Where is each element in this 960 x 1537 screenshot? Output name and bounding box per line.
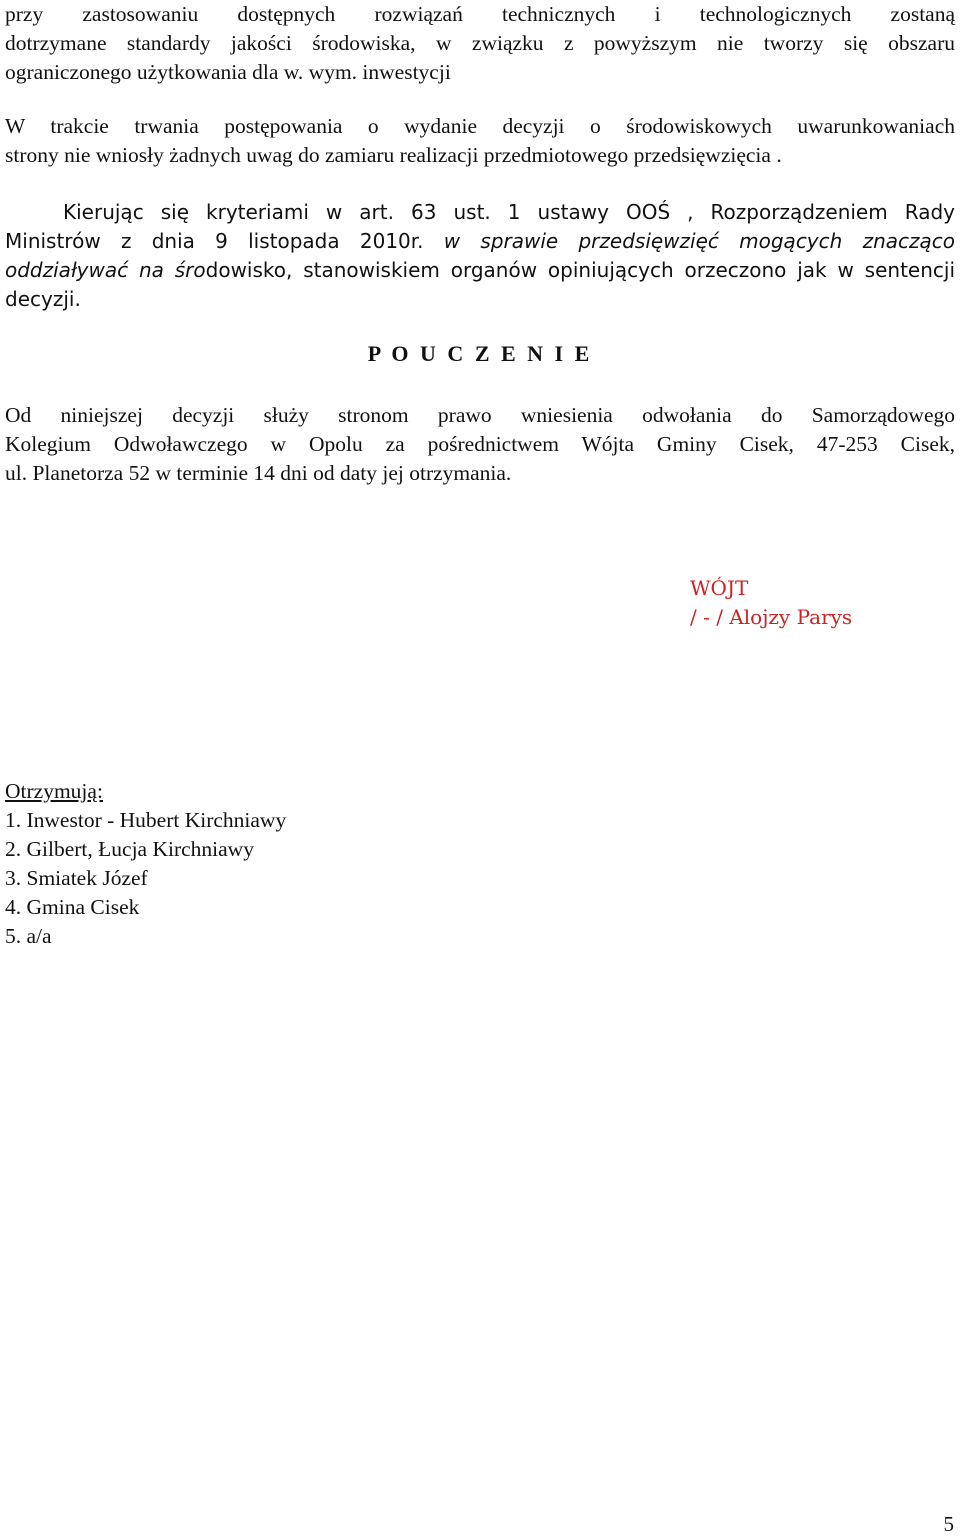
paragraph-line: ograniczonego użytkowania dla w. wym. inwestycji bbox=[5, 60, 451, 84]
paragraph-line: ul. Planetorza 52 w terminie 14 dni od daty jej otrzymania. bbox=[5, 461, 512, 485]
page-number: 5 bbox=[943, 1512, 954, 1536]
regulation-title-italic: oddziaływać na śro bbox=[5, 258, 206, 282]
paragraph-line bbox=[5, 227, 955, 256]
signature-name: / - / Alojzy Parys bbox=[690, 605, 853, 629]
paragraph-environmental-standards bbox=[5, 0, 955, 87]
recipient-item: 3. Smiatek Józef bbox=[5, 866, 148, 890]
recipient-item: 4. Gmina Cisek bbox=[5, 895, 140, 919]
paragraph-line: strony nie wniosły żadnych uwag do zamiaru realizacji przedmiotowego przedsięwzięcia . bbox=[5, 143, 782, 167]
recipients-title: Otrzymują: bbox=[5, 779, 103, 803]
recipient-item: 1. Inwestor - Hubert Kirchniawy bbox=[5, 808, 287, 832]
paragraph-appeal-instructions bbox=[5, 401, 955, 488]
paragraph-criteria bbox=[5, 198, 955, 314]
paragraph-segment: Ministrów z dnia 9 listopada 2010r. bbox=[5, 229, 424, 253]
paragraph-line: Kolegium Odwoławczego w Opolu za pośrednictwem Wójta Gminy Cisek, 47-253 Cisek, bbox=[5, 432, 955, 456]
paragraph-line bbox=[5, 256, 955, 285]
signature-title: WÓJT bbox=[690, 576, 749, 600]
signature-block bbox=[690, 574, 852, 632]
paragraph-line: W trakcie trwania postępowania o wydanie decyzji o środowiskowych uwarunkowaniach bbox=[5, 114, 955, 138]
paragraph-line: przy zastosowaniu dostępnych rozwiązań technicznych i technologicznych zostaną bbox=[5, 2, 955, 26]
regulation-title-italic: w sprawie przedsięwzięć mogących znacząco bbox=[443, 229, 955, 253]
recipient-item: 2. Gilbert, Łucja Kirchniawy bbox=[5, 837, 254, 861]
paragraph-no-objections bbox=[5, 112, 955, 170]
paragraph-line: dotrzymane standardy jakości środowiska, w związku z powyższym nie tworzy się obszaru bbox=[5, 31, 955, 55]
paragraph-line: Kierując się kryteriami w art. 63 ust. 1 ustawy OOŚ , Rozporządzeniem Rady bbox=[63, 200, 955, 224]
paragraph-line: Od niniejszej decyzji służy stronom prawo wniesienia odwołania do Samorządowego bbox=[5, 403, 955, 427]
paragraph-line: decyzji. bbox=[5, 287, 81, 311]
section-heading-pouczenie: P O U C Z E N I E bbox=[367, 341, 593, 366]
recipient-item: 5. a/a bbox=[5, 924, 52, 948]
recipients-block bbox=[5, 777, 286, 951]
paragraph-segment: dowisko, stanowiskiem organów opiniujących orzeczono jak w sentencji bbox=[205, 258, 956, 282]
recipients-list bbox=[5, 806, 286, 951]
